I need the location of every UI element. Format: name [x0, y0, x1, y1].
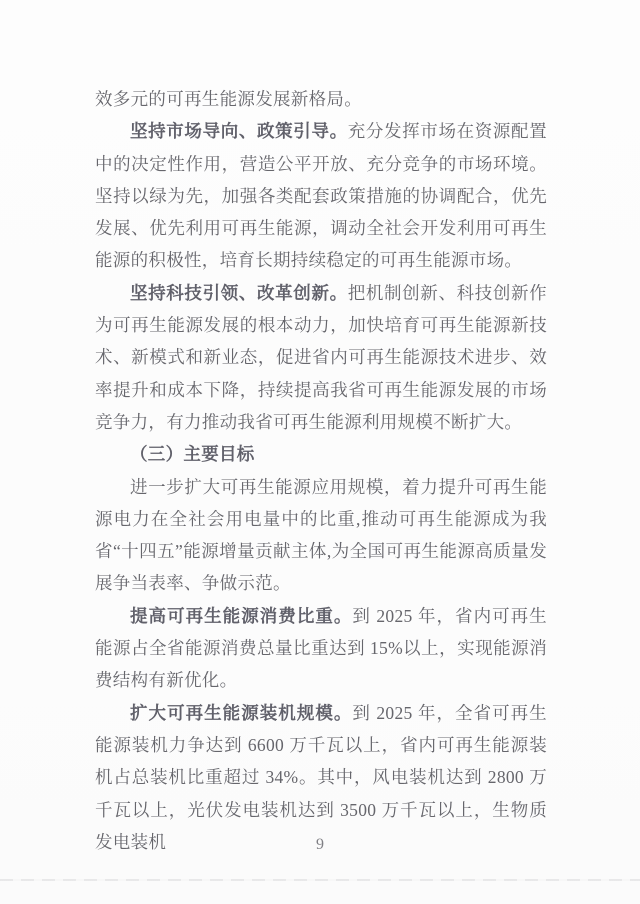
paragraph-text: 把机制创新、科技创新作为可再生能源发展的根本动力，加快培育可再生能源新技术、新模式和新业态，促进省内可再生能源技术进步、效率提升和成本下降，持续提高我省可再生能源发展的市场竞争力，有力推动我省可再生能源利用规模不断扩大。: [95, 282, 547, 432]
page-number: 9: [316, 836, 324, 853]
paragraph-text: 进一步扩大可再生能源应用规模，着力提升可再生能源电力在全社会用电量中的比重,推动可再生能源成为我省“十四五”能源增量贡献主体,为全国可再生能源高质量发展争当表率、争做示范。: [95, 476, 547, 594]
page-content: [95, 83, 547, 858]
paragraph-text: 充分发挥市场在资源配置中的决定性作用，营造公平开放、充分竞争的市场环境。坚持以绿为先，加强各类配套政策措施的协调配合，优先发展、优先利用可再生能源，调动全社会开发利用可再生能源的积极性，培育长期持续稳定的可再生能源市场。: [95, 121, 547, 271]
paragraph: [95, 600, 547, 697]
paragraph: [95, 115, 547, 276]
paragraph-lead: 坚持市场导向、政策引导。: [130, 121, 348, 142]
paragraph-continuation: [95, 83, 547, 115]
section-heading: [95, 438, 547, 470]
paragraph: [95, 697, 547, 858]
paragraph-lead: 扩大可再生能源装机规模。: [130, 702, 353, 723]
section-heading-text: （三）主要目标: [130, 444, 255, 465]
paragraph-text: 到 2025 年，省内可再生能源占全省能源消费总量比重达到 15%以上，实现能源消费结构有新优化。: [95, 605, 547, 691]
page-bottom-scan-artifact: [0, 879, 640, 881]
paragraph-lead: 提高可再生能源消费比重。: [130, 605, 353, 626]
paragraph: [95, 277, 547, 438]
paragraph-lead: 坚持科技引领、改革创新。: [130, 282, 348, 303]
paragraph-text: 到 2025 年，全省可再生能源装机力争达到 6600 万千瓦以上，省内可再生能源装机占总装机比重超过 34%。其中，风电装机达到 2800 万千瓦以上，光伏发电装机达到 3500 万千瓦以上，生物质发电装机: [95, 702, 547, 852]
paragraph: [95, 471, 547, 600]
paragraph-text: 效多元的可再生能源发展新格局。: [95, 89, 362, 109]
